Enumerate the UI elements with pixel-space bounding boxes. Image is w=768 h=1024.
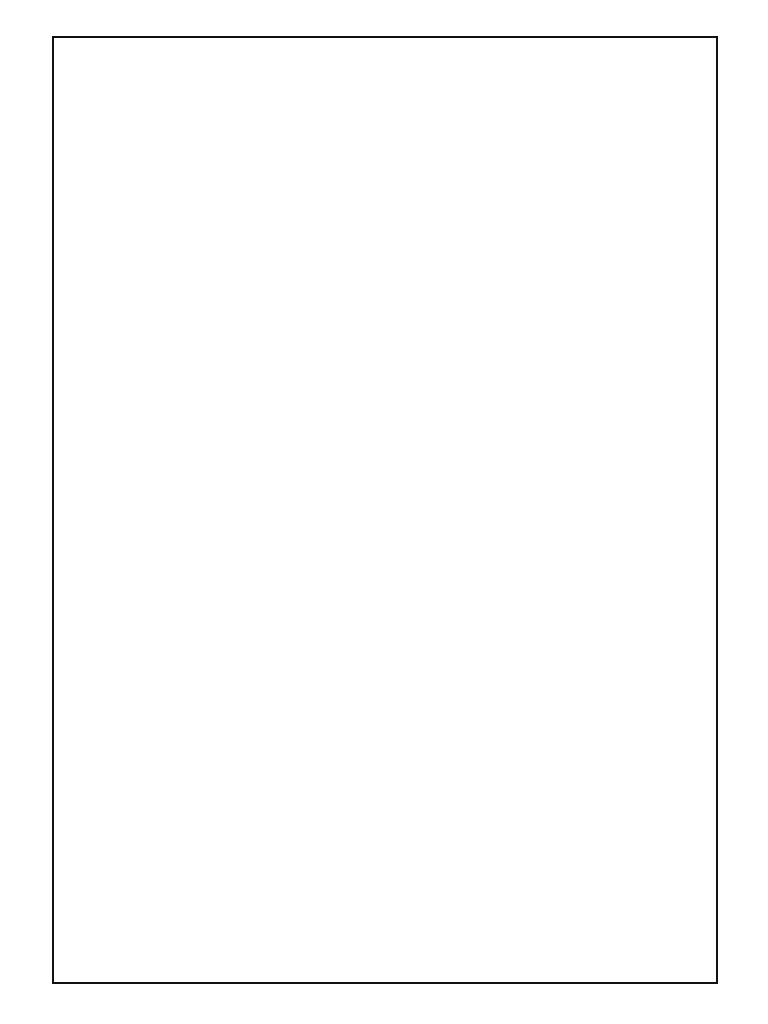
shamrock-border-left — [0, 30, 52, 990]
shamrock-border-right — [716, 30, 768, 990]
worksheet-page — [52, 36, 718, 984]
horseshoe-border-bottom — [0, 988, 768, 1024]
horseshoe-border-top — [0, 0, 768, 36]
